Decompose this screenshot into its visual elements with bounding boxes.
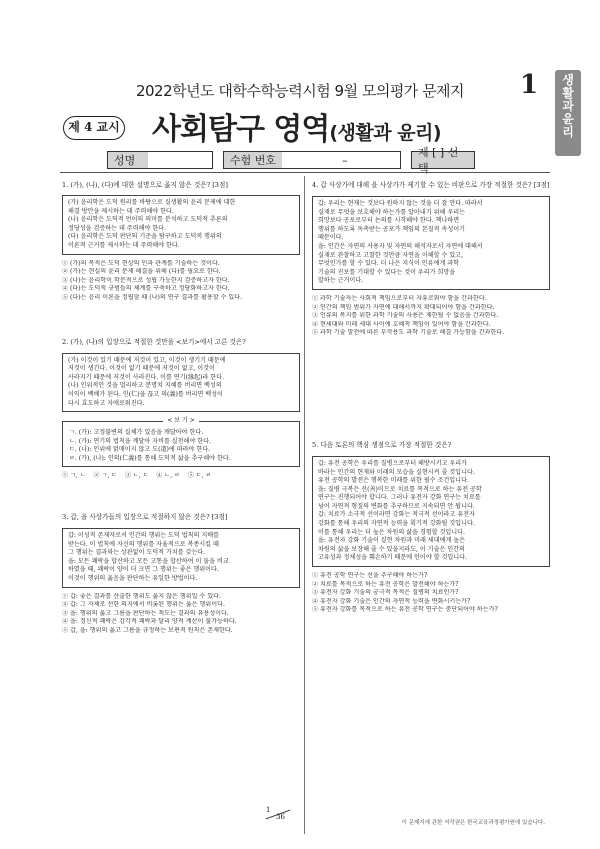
q4-line: 행위를 하도록 독촉받는 공포가 책임의 본질적 속성이기: [318, 225, 466, 233]
q5-option[interactable]: ⑤ 유전자 강화를 목적으로 하는 유전 공학 연구는 중단되어야 하는가?: [312, 606, 498, 614]
q1-line: 정당성을 검증하는 데 주력해야 한다.: [68, 224, 166, 232]
q5-line: 차원의 삶을 보장해 줄 수 있을지라도, 이 기술은 인간의: [318, 545, 465, 553]
q4-line: 실재로 관찰하고 고찰한 것만큼 자연을 이해할 수 있고,: [318, 251, 464, 259]
q1-line: 이론적 근거를 제시하는 데 주력해야 한다.: [68, 241, 180, 249]
side-tab-char: 활: [562, 86, 574, 100]
q3-option[interactable]: ① 갑: 좋은 결과를 산출한 행위도 옳지 않은 행위일 수 있다.: [62, 592, 221, 600]
q5-line: 넘어 자연적 형질의 변화를 추구하므로 지속되면 안 됩니다.: [318, 502, 475, 510]
total-pages: 36: [276, 813, 285, 821]
bogi-item: ㄹ. (가), (나): 인의(仁義)를 통해 도덕적 삶을 추구해야 한다.: [69, 454, 231, 462]
q3-line: 하였을 때, 쾌락이 양이 더 크면 그 행위는 좋은 행위이다.: [68, 566, 219, 574]
q5-options: [312, 572, 550, 615]
choice-field[interactable]: [411, 146, 475, 175]
subject-main: 사회탐구 영역: [152, 112, 330, 147]
id-dash: –: [342, 153, 348, 167]
q3-line: 받는다. 이 법칙에 자신의 행위를 자율적으로 복종시킬 때: [68, 540, 219, 548]
name-field[interactable]: [107, 151, 213, 169]
q2-stem: 2. (가), (나)의 입장으로 적절한 것만을 <보기>에서 고른 것은?: [62, 337, 246, 346]
q1-passage: [62, 195, 300, 255]
q4-line: 갑: 우리는 현재는 것보다 원하지 않는 것을 더 잘 안다. 따라서: [318, 200, 483, 207]
q1-option[interactable]: ⑤ (다)는 윤리 이론을 정립할 때 (나)의 연구 결과를 활용할 수 있다.: [62, 293, 243, 301]
q4-option[interactable]: ② 인간의 책임 범위가 자연에 대해서까지 확대되어야 함을 간과한다.: [312, 303, 495, 311]
name-label: 성명: [108, 152, 148, 168]
q4-option[interactable]: ④ 현세대와 미래 세대 사이에 호혜적 책임이 있어야 함을 간과한다.: [312, 320, 491, 328]
q5-line: 강화를 통해 우리의 자연적 능력을 획기적 강화될 것입니다.: [318, 520, 475, 528]
page-number: 1: [520, 70, 539, 100]
q1-stem: 1. (가), (나), (다)에 대한 설명으로 옳지 않은 것은? [3점]: [62, 181, 228, 189]
q1-option[interactable]: ① (가)의 목적은 도덕 현상의 인과 관계를 기술하는 것이다.: [62, 259, 220, 267]
q4-stem: 4. 갑 사상가에 대해 을 사상가가 제기할 수 있는 비판으로 가장 적절한 것은? [3점]: [312, 181, 550, 189]
q4-line: 무엇인가를 할 수 있다. 더 나은 지식이 인류에게 과학: [318, 260, 460, 268]
q3-passage: [62, 528, 300, 588]
q3-option[interactable]: ③ 을: 행위의 옳고 그름을 판단하는 척도는 결과의 유용성이다.: [62, 609, 229, 617]
q5-stem: 5. 다음 토론의 핵심 쟁점으로 가장 적절한 것은?: [312, 440, 452, 449]
bogi-item: ㄴ. (가): 연기의 법칙을 깨달아 자비를 실천해야 한다.: [69, 437, 211, 445]
q3-option[interactable]: ② 갑: 그 자체로 선한 의지에서 비롯된 행위는 옳은 행위이다.: [62, 601, 225, 609]
q5-option[interactable]: ① 유전 공학 연구는 선을 추구해야 하는가?: [312, 572, 428, 580]
q4-line: 희망보다 공포로부터 논의를 시작해야 한다. 책나하면: [318, 217, 460, 225]
subject-sub: (생활과 윤리): [329, 122, 442, 144]
q1-option[interactable]: ④ (다)는 도덕적 규범들의 체계를 구축하고 정당화하고자 한다.: [62, 285, 230, 293]
q3-line: 이것이 행위의 옳음을 판단하는 유일한 방법이다.: [68, 575, 198, 583]
q2-line: 저것이 생긴다. 이것이 없기 때문에 저것이 없고, 이것이: [68, 365, 215, 373]
q5-line: 고유성과 정체성을 훼손하기 때문에 인이야 할 것입니다.: [318, 554, 467, 562]
q2-line: (가) 이것이 있기 때문에 저것이 있고, 이것이 생기기 때문에: [68, 356, 226, 364]
q4-line: 말하는 근거이다.: [318, 277, 364, 285]
q1-option[interactable]: ② (가)는 현실의 윤리 문제 해결을 위해 (다)를 필요로 한다.: [62, 268, 221, 276]
q5-line: 이를 통해 우리는 더 높은 차원의 삶을 경험할 것입니다.: [318, 528, 465, 536]
q5-line: 연구는 진행되어야 합니다. 그러나 유전자 강화 연구는 치료를: [318, 494, 481, 502]
exam-title: 2022학년도 대학수학능력시험 9월 모의평가 문제지: [135, 82, 465, 100]
q2-line: 이익이 백배가 된다. 인(仁)을 끊고 의(義)를 버리면 백성이: [68, 390, 223, 398]
info-row: [107, 146, 475, 175]
copyright-notice: 이 문제지에 관한 저작권은 한국교육과정평가원에 있습니다.: [401, 820, 545, 826]
q3-line: 을: 모든 쾌락을 합산하고 모든 고통을 합산하여 이 둘을 비교: [68, 557, 229, 565]
q5-line: 갑: 유전 공학은 우리를 질병으로부터 해방시키고 우리가: [318, 459, 468, 467]
side-tab-char: 리: [562, 125, 574, 139]
q4-option[interactable]: ⑤ 과학 기술 발전에 따른 부작용도 과학 기술로 해결 가능함을 간과한다.: [312, 329, 505, 337]
bogi-title: < 보 기 >: [163, 417, 198, 424]
q5-passage: [312, 456, 550, 567]
q5-line: 을: 질병 극복은 선(善)이므로 치료를 목적으로 하는 유전 공학: [318, 485, 482, 493]
q4-line: 실재로 무엇을 보호해야 하는가를 알아내기 위해 우리는: [318, 208, 466, 216]
q3-line: 갑: 이성적 존재자로서 인간의 행위는 도덕 법칙의 지배를: [68, 532, 220, 540]
id-label: 수험 번호: [224, 152, 282, 168]
q1-line: (다) 윤리학은 도덕 판단의 기준을 탐구하고 도덕적 행위의: [68, 233, 222, 241]
q4-options: [312, 295, 550, 338]
q5-line: 을: 유전자 강화 기술이 실현 차원과 미래 세대에게 높은: [318, 537, 466, 545]
bogi-item: ㄱ. (가): 고정불변의 실체가 있음을 깨달아야 한다.: [69, 429, 204, 437]
q5-option[interactable]: ③ 유전자 강화 기술의 궁극적 목적은 질병의 치료인가?: [312, 589, 459, 597]
q1-line: (나) 윤리학은 도덕적 언어의 의미를 분석하고 도덕적 추론의: [68, 216, 228, 224]
q4-line: 을: 인간은 자연의 사용자 및 자연의 해석자로서 자연에 대해서: [318, 242, 483, 250]
q1-options: [62, 260, 300, 303]
q2-line: 다시 효도하고 자애로워진다.: [68, 399, 145, 407]
q2-options[interactable]: ① ㄱ, ㄴ ② ㄱ, ㄷ ③ ㄴ, ㄷ ④ ㄴ, ㄹ ⑤ ㄷ, ㄹ: [62, 472, 212, 480]
q3-options: [62, 593, 300, 636]
q4-passage: [312, 196, 550, 290]
bogi-item: ㄷ. (나): 인위에 얽매이지 않고 도(道)에 따라야 한다.: [69, 446, 211, 454]
q5-line: 유전 공학의 발전은 행복한 미래를 위한 필수 조건입니다.: [318, 477, 469, 485]
q2-bogi: [62, 417, 300, 467]
left-column: [62, 181, 300, 636]
q5-option[interactable]: ④ 유전자 강화 기술은 인간의 자연적 능력을 변화시키는가?: [312, 597, 471, 605]
q3-option[interactable]: ⑤ 갑, 을: 행위의 옳고 그름을 규정하는 보편적 원칙은 존재한다.: [62, 627, 233, 634]
q4-option[interactable]: ③ 인류의 복지를 위한 과학 기술의 사용은 제한될 수 없음을 간과한다.: [312, 312, 499, 320]
subject-side-tab: [555, 70, 581, 156]
q5-line: 갑: 치료가 소극적 선이라면 강화는 적극적 선이라고 유전자: [318, 511, 475, 519]
q1-line: (가) 윤리학은 도덕 원리를 바탕으로 실생활의 윤리 문제에 대한: [68, 199, 236, 206]
q1-option[interactable]: ③ (나)는 윤리학이 학문적으로 성립 가능한지 검증하고자 한다.: [62, 276, 230, 284]
page-indicator: [262, 806, 302, 822]
side-tab-char: 생: [562, 73, 574, 87]
choice-label: 제 [ ] 선택: [412, 152, 474, 168]
current-page: 1: [266, 806, 271, 814]
q3-option[interactable]: ④ 을: 정신적 쾌락은 감각적 쾌락과 달리 양적 계산이 불가능하다.: [62, 618, 237, 626]
q4-line: 때문이다.: [318, 234, 344, 242]
right-column: [312, 181, 550, 615]
q3-line: 그 행위는 결과와는 상관없이 도덕적 가치를 갖는다.: [68, 549, 206, 557]
side-tab-char: 과: [562, 99, 574, 113]
side-tab-char: 윤: [562, 112, 574, 126]
subject-title: [152, 104, 441, 148]
q5-line: 바라는 인간의 현재와 미래의 모습을 실현시켜 줄 것입니다.: [318, 468, 475, 476]
session-badge: 제 4 교시: [63, 116, 125, 140]
id-field[interactable]: [223, 151, 401, 169]
q2-passage: [62, 353, 300, 413]
q2-line: (나) 인위적인 것을 멀리하고 분명치 지혜를 버리면 백성의: [68, 382, 222, 390]
q4-option[interactable]: ① 과학 기술자는 사회적 책임으로부터 자유로워야 함을 간과한다.: [312, 294, 487, 302]
q2-line: 사라지기 때문에 저것이 사라진다. 이를 연기(緣起)라 한다.: [68, 373, 225, 381]
q5-option[interactable]: ② 치료를 목적으로 하는 유전 공학은 발전해야 하는가?: [312, 580, 459, 588]
q1-line: 해결 방안을 제시하는 데 주력해야 한다.: [68, 207, 174, 215]
header-divider: [60, 172, 550, 173]
column-divider: [304, 176, 305, 834]
q3-stem: 3. 갑, 을 사상가들의 입장으로 적절하지 않은 것은? [3점]: [62, 513, 228, 522]
q4-line: 기술의 진보를 기대할 수 있다는 것이 우리가 희망을: [318, 268, 456, 276]
